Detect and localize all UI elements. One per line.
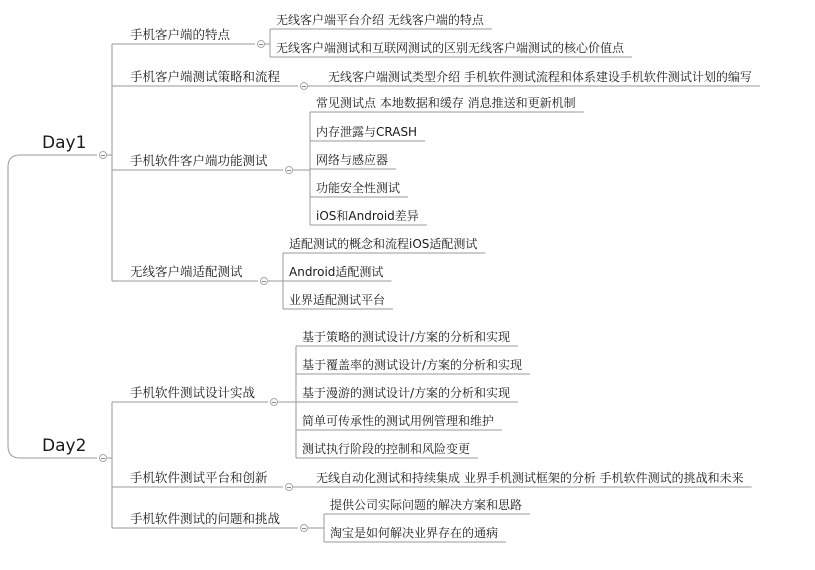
topic-collapse-icon[interactable] xyxy=(285,483,293,491)
topic-node[interactable]: 手机客户端测试策略和流程 xyxy=(130,68,281,84)
leaf-node[interactable]: 适配测试的概念和流程iOS适配测试 xyxy=(289,237,478,251)
day-2-node[interactable]: Day2 xyxy=(42,436,87,456)
leaf-node[interactable]: 基于策略的测试设计/方案的分析和实现 xyxy=(302,330,511,344)
leaf-node[interactable]: 无线客户端测试和互联网测试的区别无线客户端测试的核心价值点 xyxy=(276,41,625,55)
topic-collapse-icon[interactable] xyxy=(257,40,265,48)
leaf-node[interactable]: 功能安全性测试 xyxy=(316,181,401,195)
leaf-node[interactable]: 业界适配测试平台 xyxy=(289,293,386,307)
root-to-day2-line xyxy=(8,310,38,458)
leaf-node[interactable]: 提供公司实际问题的解决方案和思路 xyxy=(330,498,523,512)
topic-collapse-icon[interactable] xyxy=(270,398,278,406)
leaf-node[interactable]: iOS和Android差异 xyxy=(316,209,419,223)
topic-node[interactable]: 无线客户端适配测试 xyxy=(130,263,243,279)
topic-node[interactable]: 手机软件测试平台和创新 xyxy=(130,469,268,485)
leaf-node[interactable]: 基于漫游的测试设计/方案的分析和实现 xyxy=(302,386,511,400)
leaf-node[interactable]: 淘宝是如何解决业界存在的通病 xyxy=(330,526,499,540)
day-2-collapse-icon[interactable] xyxy=(99,454,107,462)
leaf-node[interactable]: 无线客户端平台介绍 无线客户端的特点 xyxy=(276,13,484,27)
topic-node[interactable]: 手机客户端的特点 xyxy=(130,26,231,42)
topic-collapse-icon[interactable] xyxy=(260,277,268,285)
topic-node[interactable]: 手机软件测试的问题和挑战 xyxy=(130,510,281,526)
root-to-day1-line xyxy=(8,155,38,310)
topic-collapse-icon[interactable] xyxy=(300,524,308,532)
leaf-node[interactable]: 无线客户端测试类型介绍 手机软件测试流程和体系建设手机软件测试计划的编写 xyxy=(328,70,752,84)
leaf-node[interactable]: 无线自动化测试和持续集成 业界手机测试框架的分析 手机软件测试的挑战和未来 xyxy=(316,471,744,485)
leaf-node[interactable]: 网络与感应器 xyxy=(316,153,389,167)
topic-node[interactable]: 手机软件客户端功能测试 xyxy=(130,152,268,168)
leaf-node[interactable]: 基于覆盖率的测试设计/方案的分析和实现 xyxy=(302,358,523,372)
topic-collapse-icon[interactable] xyxy=(300,82,308,90)
leaf-node[interactable]: 测试执行阶段的控制和风险变更 xyxy=(302,442,471,456)
day-1-node[interactable]: Day1 xyxy=(42,133,87,153)
topic-collapse-icon[interactable] xyxy=(285,166,293,174)
leaf-node[interactable]: 常见测试点 本地数据和缓存 消息推送和更新机制 xyxy=(316,96,576,110)
topic-node[interactable]: 手机软件测试设计实战 xyxy=(130,384,256,400)
leaf-node[interactable]: 内存泄露与CRASH xyxy=(316,125,418,139)
leaf-node[interactable]: 简单可传承性的测试用例管理和维护 xyxy=(302,414,495,428)
day-1-collapse-icon[interactable] xyxy=(99,151,107,159)
leaf-node[interactable]: Android适配测试 xyxy=(289,265,384,279)
